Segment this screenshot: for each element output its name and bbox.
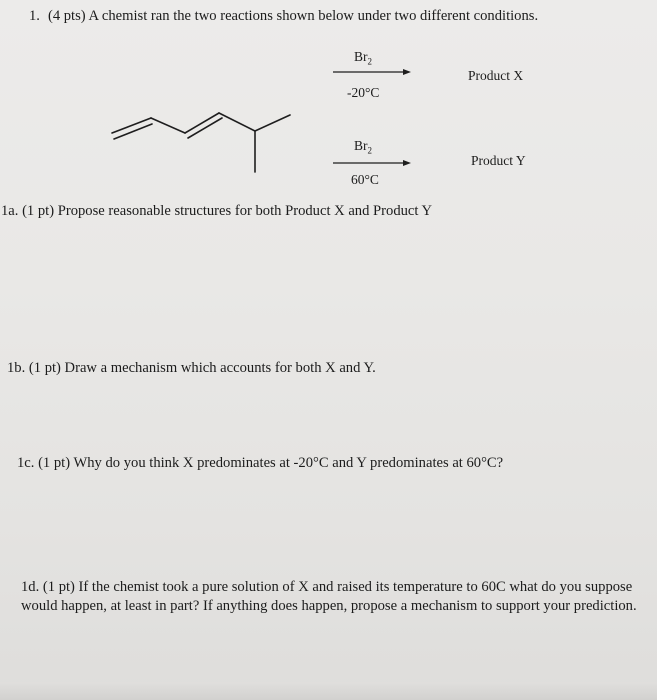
question-1c: 1c. (1 pt) Why do you think X predominates at -20°C and Y predominates at 60°C? <box>17 455 504 471</box>
question-1b: 1b. (1 pt) Draw a mechanism which accounts for both X and Y. <box>7 360 376 376</box>
bond-c1-c2 <box>112 118 151 133</box>
reaction-arrow-bottom <box>333 160 411 166</box>
condition-bottom: 60°C <box>351 172 379 187</box>
bond-c2-c3 <box>151 118 185 133</box>
condition-top: -20°C <box>347 85 380 100</box>
bond-c5-methyl <box>255 115 290 131</box>
reagent-bottom-label: $Br_2$ <box>354 138 372 156</box>
diene-skeletal-structure <box>112 113 290 172</box>
bond-c4-c5 <box>219 113 255 131</box>
product-y-label: Product Y <box>471 153 526 168</box>
question-number: 1. <box>29 8 40 24</box>
reaction-arrow-top <box>333 69 411 75</box>
question-1d: 1d. (1 pt) If the chemist took a pure solution of X and raised its temperature to 60C what do you suppose would happen, at least in part? If anything does happen, propose a mechanism to support your prediction. <box>21 579 637 614</box>
bond-c1-c2-double <box>114 124 152 139</box>
product-x-label: Product X <box>468 68 524 83</box>
reagent-top-label: $Br_2$ <box>354 49 372 67</box>
question-text: (4 pts) A chemist ran the two reactions shown below under two different conditions. <box>47 8 539 24</box>
question-1a: 1a. (1 pt) Propose reasonable structures for both Product X and Product Y <box>1 203 433 219</box>
